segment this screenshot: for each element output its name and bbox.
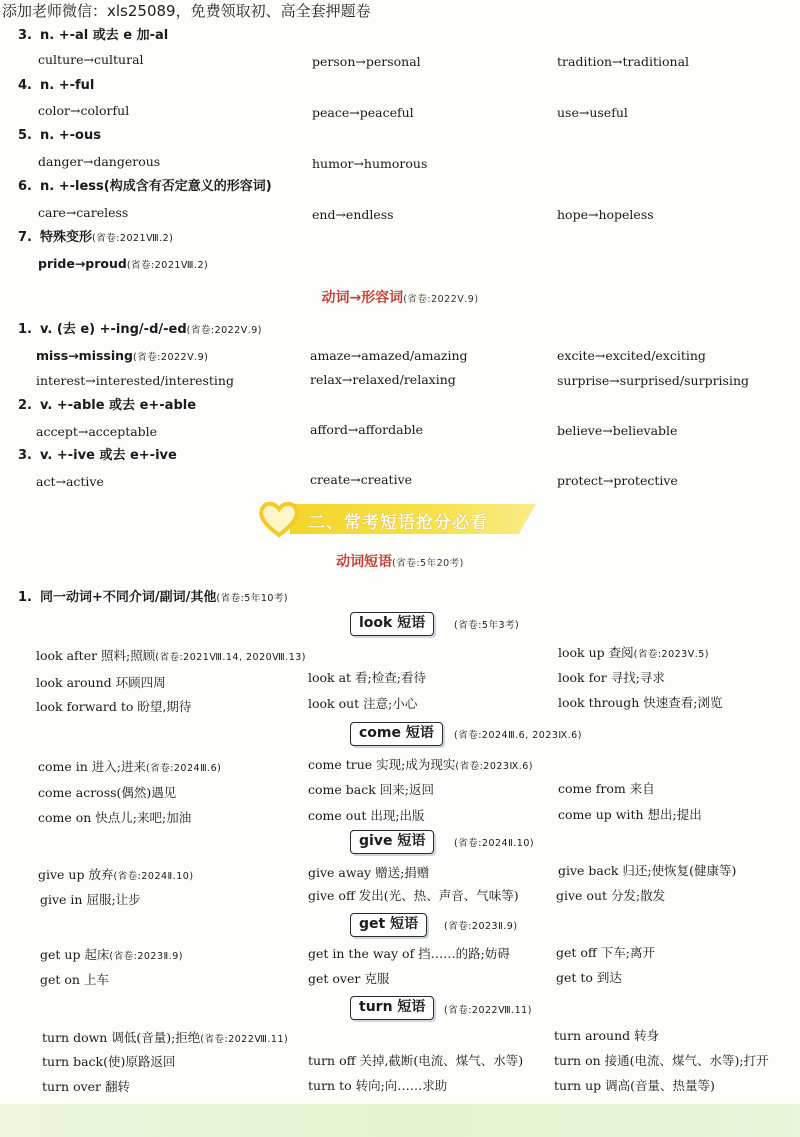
word-pair: protect→protective [557,473,678,488]
phrase-entry: look after 照料;照顾(省卷:2021Ⅷ.14, 2020Ⅷ.13) [36,648,307,663]
phrase-entry: get over 克服 [308,971,390,986]
phrase-entry: come in 进入;进来(省卷:2024Ⅲ.6) [38,759,222,774]
get-phrase-label: get 短语 [350,913,427,937]
phrase-entry: look at 看;检查;看待 [308,670,426,685]
promo-banner: 添加老师微信：xls25089，免费领取初、高全套押题卷 [0,0,400,24]
rule-3-heading: 3. n. +-al 或去 e 加-al [18,28,169,43]
rule-7-heading: 7. 特殊变形(省卷:2021Ⅷ.2) [18,230,174,245]
word-pair: interest→interested/interesting [36,373,234,388]
phrase-entry: come from 来自 [558,781,655,796]
phrase-entry: turn back(使)原路返回 [42,1054,176,1069]
phrase-entry: get up 起床(省卷:2023Ⅱ.9) [40,947,183,962]
phrase-entry: give off 发出(光、热、声音、气味等) [308,888,519,903]
word-pair: create→creative [310,472,413,487]
rule-5-heading: 5. n. +-ous [18,128,101,143]
word-pair: amaze→amazed/amazing [310,348,468,363]
phrase-entry: look forward to 盼望,期待 [36,699,192,714]
phrase-entry: come true 实现;成为现实(省卷:2023Ⅸ.6) [308,757,533,772]
come-phrase-note: (省卷:2024Ⅲ.6, 2023Ⅸ.6) [454,730,582,741]
phrase-entry: come out 出现;出版 [308,808,425,823]
phrase-rule-1-heading: 1. 同一动词+不同介词/副词/其他(省卷:5年10考) [18,590,289,605]
rule-v1-heading: 1. v. (去 e) +-ing/-d/-ed(省卷:2022Ⅴ.9) [18,322,263,337]
verb-to-adj-heading: 动词→形容词(省卷:2022Ⅴ.9) [321,290,479,306]
phrase-entry: come across(偶然)遇见 [38,785,177,800]
phrase-entry: turn around 转身 [554,1028,660,1043]
word-pair: color→colorful [38,103,130,118]
phrase-entry: come up with 想出;提出 [558,807,702,822]
verb-phrases-heading: 动词短语(省卷:5年20考) [336,554,464,570]
phrase-entry: come on 快点儿;来吧;加油 [38,810,192,825]
phrase-entry: turn to 转向;向……求助 [308,1078,448,1093]
phrase-entry: give back 归还;使恢复(健康等) [558,863,737,878]
rule-6-heading: 6. n. +-less(构成含有否定意义的形容词) [18,179,272,194]
give-phrase-note: (省卷:2024Ⅱ.10) [454,838,535,849]
word-pair: surprise→surprised/surprising [557,373,750,388]
come-phrase-label: come 短语 [350,722,443,746]
heart-icon [258,500,300,538]
phrase-entry: look out 注意;小心 [308,696,418,711]
phrase-entry: get in the way of 挡……的路;妨碍 [308,946,510,961]
phrase-entry: look up 查阅(省卷:2023Ⅴ.5) [558,645,709,660]
section-2-title: 二、常考短语抢分必看 [308,513,488,533]
look-phrase-label: look 短语 [350,612,434,636]
turn-phrase-label: turn 短语 [350,996,434,1020]
word-pair: afford→affordable [310,422,423,437]
word-pair: act→active [36,474,104,489]
phrase-entry: give away 赠送;捐赠 [308,865,430,880]
word-pair: use→useful [557,105,628,120]
phrase-entry: look around 环顾四周 [36,675,166,690]
rule-4-heading: 4. n. +-ful [18,78,95,93]
word-pair: relax→relaxed/relaxing [310,372,456,387]
word-pair: culture→cultural [38,52,144,67]
phrase-entry: get on 上车 [40,972,109,987]
word-pair: pride→proud(省卷:2021Ⅷ.2) [38,256,209,271]
word-pair: accept→acceptable [36,424,158,439]
look-phrase-note: (省卷:5年3考) [454,620,520,631]
section-2-banner [258,500,536,538]
word-pair: hope→hopeless [557,207,654,222]
word-pair: person→personal [312,54,421,69]
word-pair: tradition→traditional [557,54,690,69]
word-pair: miss→missing(省卷:2022Ⅴ.9) [36,348,209,363]
word-pair: care→careless [38,205,129,220]
phrase-entry: look through 快速查看;浏览 [558,695,723,710]
phrase-entry: give in 屈服;让步 [40,892,141,907]
phrase-entry: turn over 翻转 [42,1079,131,1094]
phrase-entry: turn up 调高(音量、热量等) [554,1078,715,1093]
phrase-entry: turn off 关掉,截断(电流、煤气、水等) [308,1053,524,1068]
get-phrase-note: (省卷:2023Ⅱ.9) [444,921,518,932]
word-pair: believe→believable [557,423,678,438]
give-phrase-label: give 短语 [350,830,434,854]
phrase-entry: get to 到达 [556,970,622,985]
phrase-entry: turn on 接通(电流、煤气、水等);打开 [554,1053,769,1068]
word-pair: humor→humorous [312,156,428,171]
phrase-entry: turn down 调低(音量);拒绝(省卷:2022Ⅷ.11) [42,1030,289,1045]
rule-v2-heading: 2. v. +-able 或去 e+-able [18,398,197,413]
turn-phrase-note: (省卷:2022Ⅷ.11) [444,1005,532,1016]
phrase-entry: look for 寻找;寻求 [558,670,665,685]
word-pair: excite→excited/exciting [557,348,706,363]
phrase-entry: give out 分发;散发 [556,888,666,903]
word-pair: peace→peaceful [312,105,414,120]
rule-v3-heading: 3. v. +-ive 或去 e+-ive [18,448,177,463]
word-pair: danger→dangerous [38,154,161,169]
word-pair: end→endless [312,207,394,222]
phrase-entry: give up 放弃(省卷:2024Ⅱ.10) [38,867,194,882]
phrase-entry: get off 下车;离开 [556,945,655,960]
page-bottom-band [0,1104,800,1137]
phrase-entry: come back 回来;返回 [308,782,434,797]
